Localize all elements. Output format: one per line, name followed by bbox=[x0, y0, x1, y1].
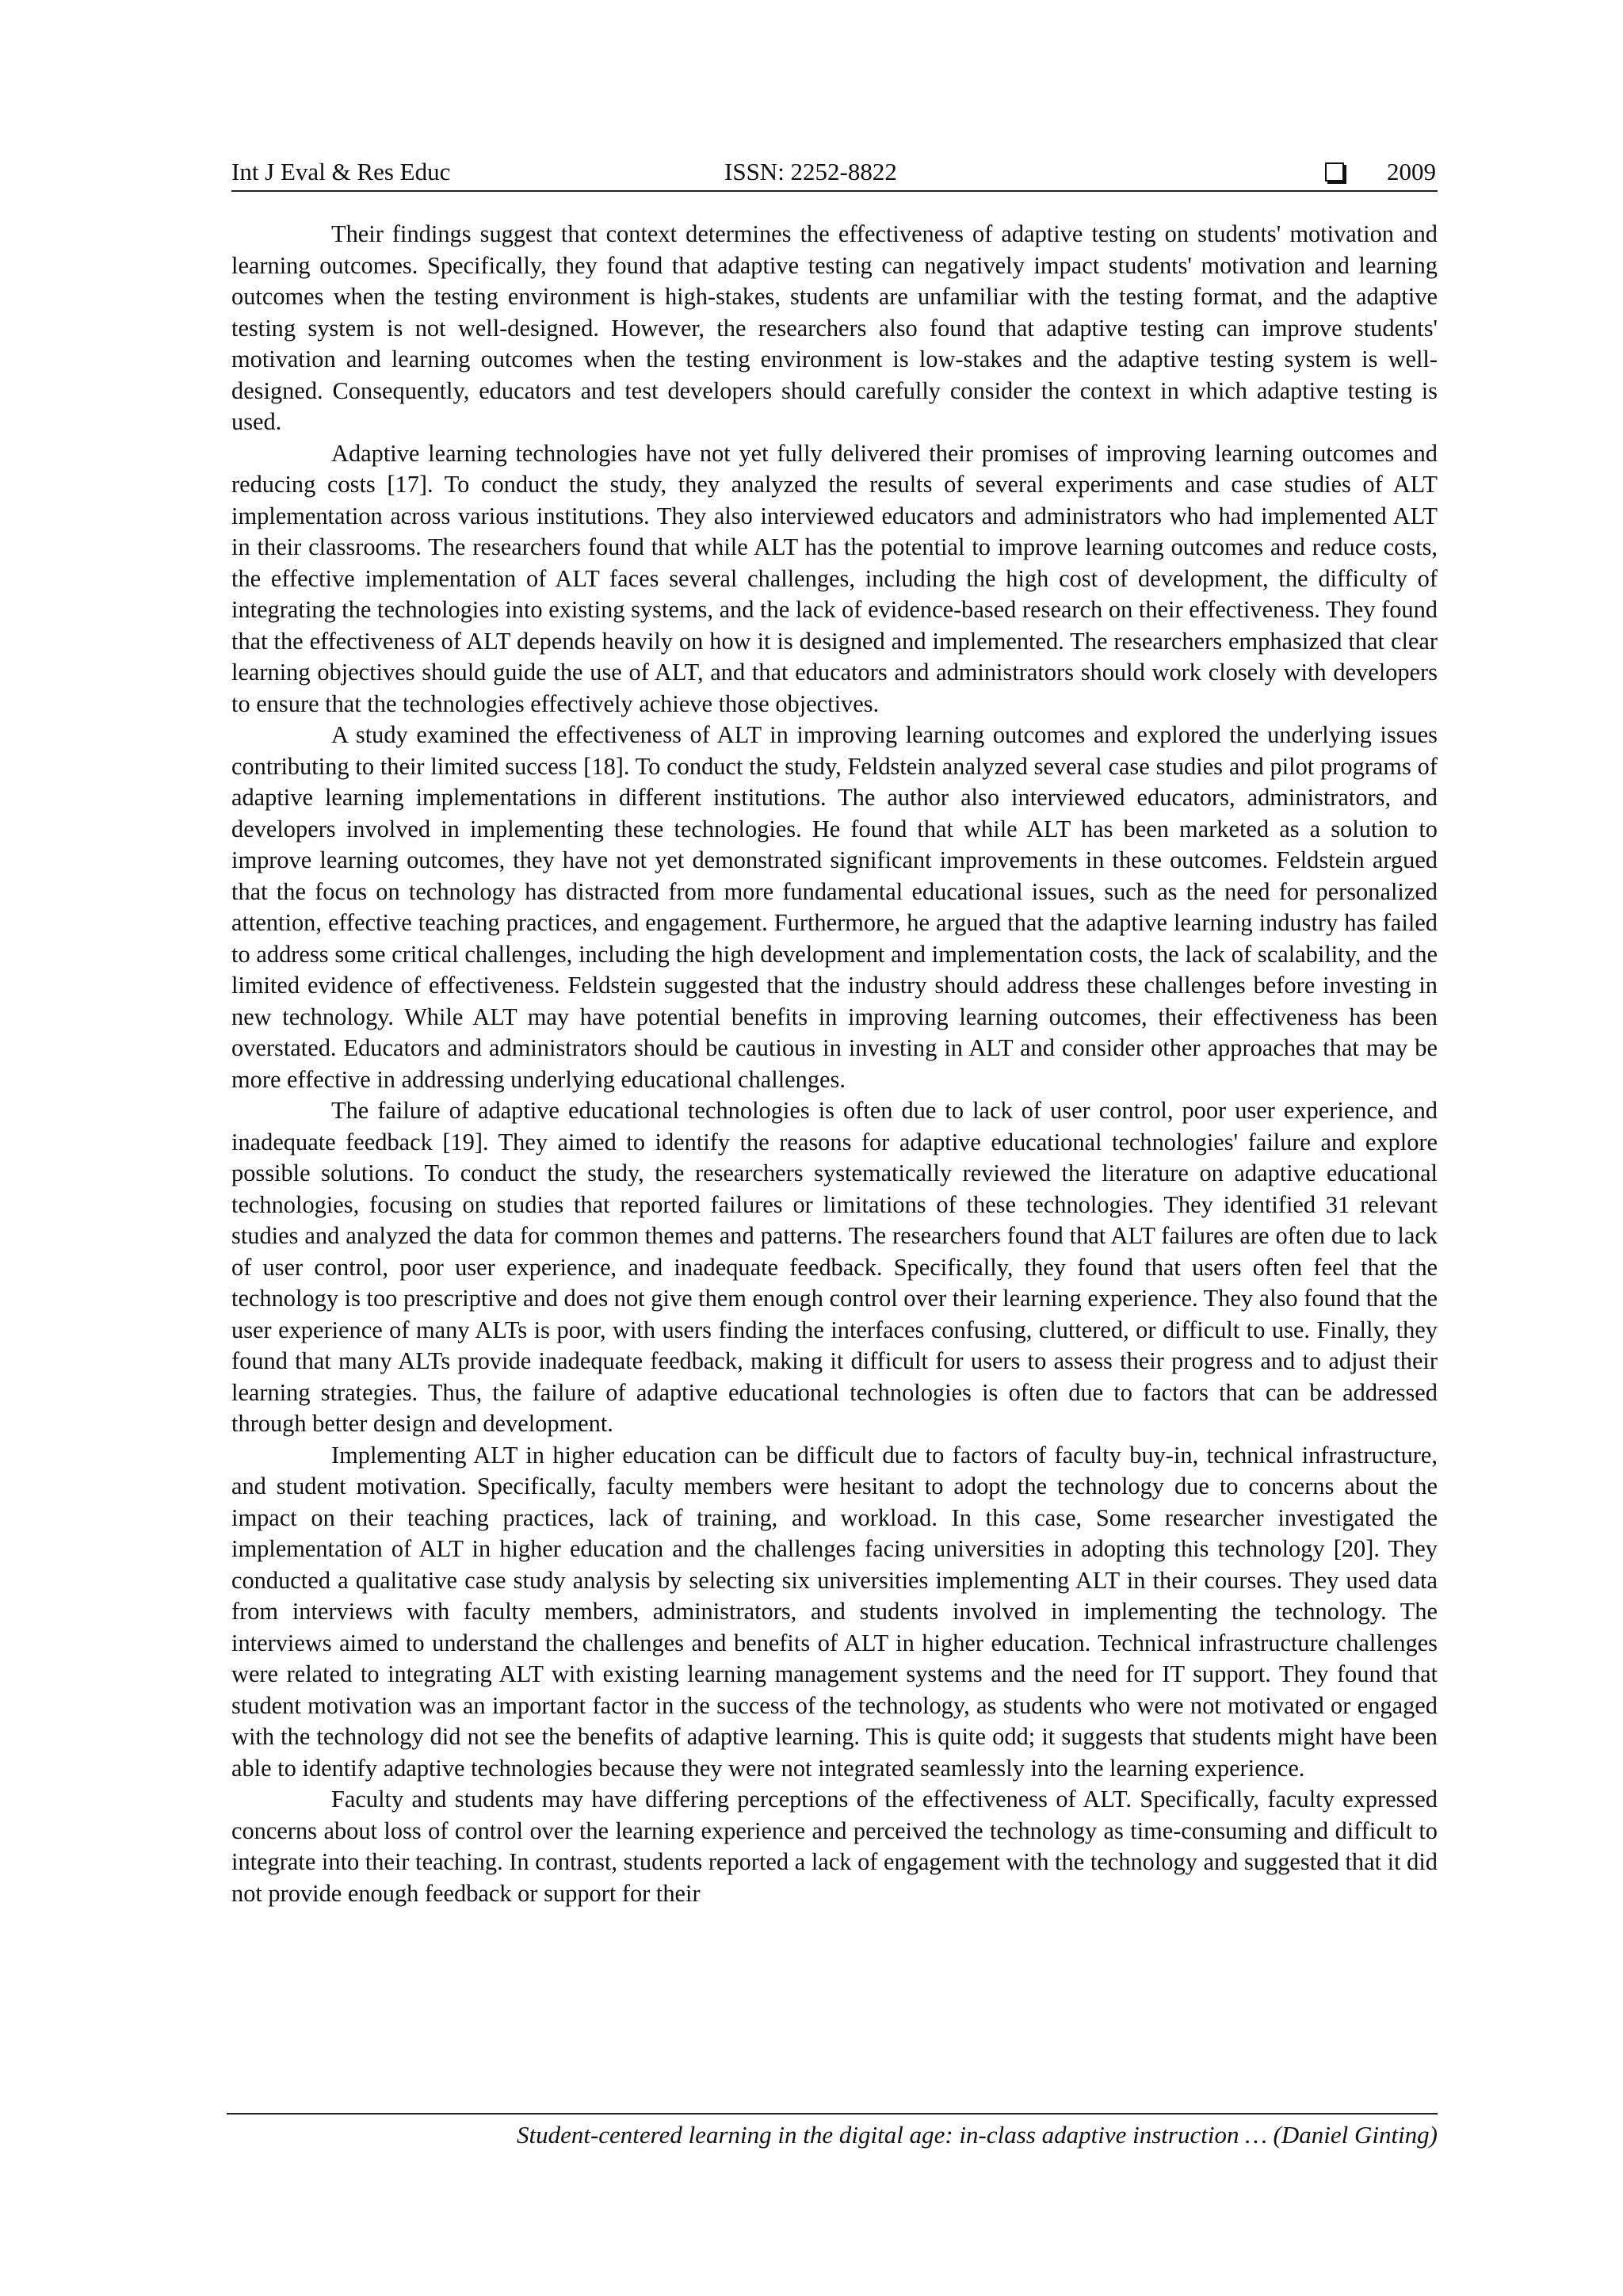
footer-divider bbox=[227, 2113, 1438, 2115]
square-bullet-icon bbox=[1325, 162, 1344, 181]
paragraph: A study examined the effectiveness of ALT in improving learning outcomes and explored the underlying issues contributing to their limited success [18]. To conduct the study, Feldstein analyzed several case studies and pilot programs of adaptive learning implementations in different institutions. The author also interviewed educators, administrators, and developers involved in implementing these technologies. He found that while ALT has been marketed as a solution to improve learning outcomes, they have not yet demonstrated significant improvements in these outcomes. Feldstein argued that the focus on technology has distracted from more fundamental educational issues, such as the need for personalized attention, effective teaching practices, and engagement. Furthermore, he argued that the adaptive learning industry has failed to address some critical challenges, including the high development and implementation costs, the lack of scalability, and the limited evidence of effectiveness. Feldstein suggested that the industry should address these challenges before investing in new technology. While ALT may have potential benefits in improving learning outcomes, their effectiveness has been overstated. Educators and administrators should be cautious in investing in ALT and consider other approaches that may be more effective in addressing underlying educational challenges. bbox=[231, 721, 1438, 1093]
paragraph: Implementing ALT in higher education can be difficult due to factors of faculty buy-in, technical infrastructure, and student motivation. Specifically, faculty members were hesitant to adopt the technology due to concerns about the impact on their teaching practices, lack of training, and workload. In this case, Some researcher investigated the implementation of ALT in higher education and the challenges facing universities in adopting this technology [20]. They conducted a qualitative case study analysis by selecting six universities implementing ALT in their courses. They used data from interviews with faculty members, administrators, and students involved in implementing the technology. The interviews aimed to understand the challenges and benefits of ALT in higher education. Technical infrastructure challenges were related to integrating ALT with existing learning management systems and the need for IT support. They found that student motivation was an important factor in the success of the technology, as students who were not motivated or engaged with the technology did not see the benefits of adaptive learning. This is quite odd; it suggests that students might have been able to identify adaptive technologies because they were not integrated seamlessly into the learning experience. bbox=[231, 1441, 1438, 1782]
page-number-group bbox=[1325, 154, 1436, 190]
journal-name: Int J Eval & Res Educ bbox=[231, 158, 451, 185]
running-title: Student-centered learning in the digital age: in-class adaptive instruction … (Daniel Ginting) bbox=[516, 2121, 1438, 2149]
page-number: 2009 bbox=[1387, 158, 1436, 185]
paragraph: Faculty and students may have differing perceptions of the effectiveness of ALT. Specifically, faculty expressed concerns about loss of control over the learning experience and perceived the technology as time-consuming and difficult to integrate into their teaching. In contrast, students reported a lack of engagement with the technology and suggested that it did not provide enough feedback or support for their bbox=[231, 1786, 1438, 1907]
paragraph: Adaptive learning technologies have not yet fully delivered their promises of improving learning outcomes and reducing costs [17]. To conduct the study, they analyzed the results of several experiments and case studies of ALT implementation across various institutions. They also interviewed educators and administrators who had implemented ALT in their classrooms. The researchers found that while ALT has the potential to improve learning outcomes and reduce costs, the effective implementation of ALT faces several challenges, including the high cost of development, the difficulty of integrating the technologies into existing systems, and the lack of evidence-based research on their effectiveness. They found that the effectiveness of ALT depends heavily on how it is designed and implemented. The researchers emphasized that clear learning objectives should guide the use of ALT, and that educators and administrators should work closely with developers to ensure that the technologies effectively achieve those objectives. bbox=[231, 439, 1438, 717]
issn: ISSN: 2252-8822 bbox=[724, 158, 897, 185]
page-header bbox=[231, 154, 1438, 192]
body-text bbox=[231, 219, 1438, 1909]
paragraph: The failure of adaptive educational technologies is often due to lack of user control, poor user experience, and inadequate feedback [19]. They aimed to identify the reasons for adaptive educational technologies' failure and explore possible solutions. To conduct the study, the researchers systematically reviewed the literature on adaptive educational technologies, focusing on studies that reported failures or limitations of these technologies. They identified 31 relevant studies and analyzed the data for common themes and patterns. The researchers found that ALT failures are often due to lack of user control, poor user experience, and inadequate feedback. Specifically, they found that users often feel that the technology is too prescriptive and does not give them enough control over their learning experience. They also found that the user experience of many ALTs is poor, with users finding the interfaces confusing, cluttered, or difficult to use. Finally, they found that many ALTs provide inadequate feedback, making it difficult for users to assess their progress and to adjust their learning strategies. Thus, the failure of adaptive educational technologies is often due to factors that can be addressed through better design and development. bbox=[231, 1097, 1438, 1437]
paragraph: Their findings suggest that context determines the effectiveness of adaptive testing on students' motivation and learning outcomes. Specifically, they found that adaptive testing can negatively impact students' motivation and learning outcomes when the testing environment is high-stakes, students are unfamiliar with the testing format, and the adaptive testing system is not well-designed. However, the researchers also found that adaptive testing can improve students' motivation and learning outcomes when the testing environment is low-stakes and the adaptive testing system is well-designed. Consequently, educators and test developers should carefully consider the context in which adaptive testing is used. bbox=[231, 220, 1438, 435]
